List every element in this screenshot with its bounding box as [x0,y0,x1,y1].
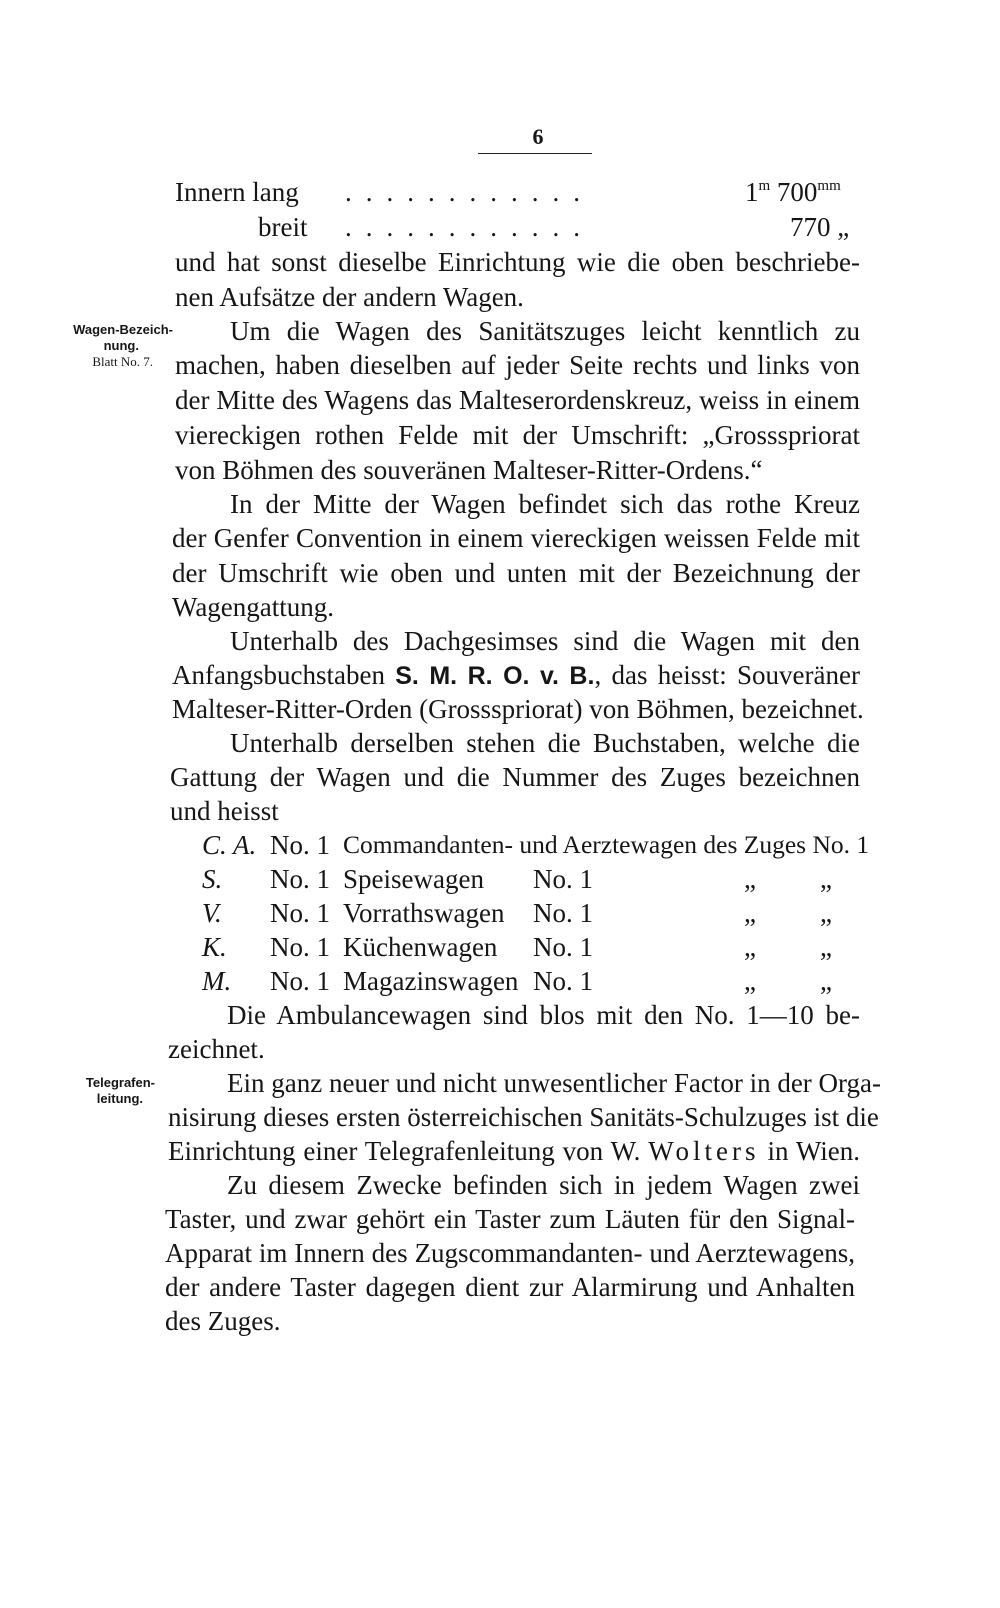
wagon-zug-no: No. 1 [533,966,593,996]
p7-line-2: nisirung dieses ersten österreichischen Sanitäts-Schulzuges ist die [168,1102,879,1132]
wagon-name: Magazinswagen [343,966,519,996]
wagon-no: No. 1 [270,898,330,928]
innern-lang-value: 1$^m$ $700^{mm}$ [745,177,841,207]
p2-line-3: der Mitte des Wagens das Malteserordenskreuz, weiss in einem [175,385,860,415]
innern-lang-dots: ............ [345,177,594,207]
p6-line-2: zeichnet. [168,1034,265,1064]
wagon-code: S. [202,864,223,894]
ditto-mark: „ [820,966,832,996]
p8-line-4: der andere Taster dagegen dient zur Alarmirung und Anhalten [165,1272,855,1302]
wagon-desc-ca: Commandanten- und Aerztewagen des Zuges No. 1 [343,830,870,859]
wagon-no: No. 1 [270,966,330,996]
p3-line-3: der Umschrift wie oben und unten mit der Bezeichnung der [172,558,860,588]
p3-line-4: Wagengattung. [172,592,335,622]
p1-line-1: und hat sonst dieselbe Einrichtung wie die oben beschriebe- [175,247,860,277]
wagon-code-ca: C. A. [202,830,257,860]
innern-lang-label: Innern lang [175,177,299,207]
ditto-mark: „ [744,898,756,928]
wagon-code: K. [202,932,227,962]
p5-line-3: und heisst [170,796,279,826]
p3-line-2: der Genfer Convention in einem viereckigen weissen Felde mit [172,523,860,553]
ditto-mark: „ [744,864,756,894]
ditto-mark: „ [744,966,756,996]
p7-line-1: Ein ganz neuer und nicht unwesentlicher Factor in der Orga- [227,1068,882,1098]
p4-line-2: Anfangsbuchstaben S. M. R. O. v. B., das heisst: Souveräner [172,660,860,690]
breit-value: 770 „ [790,212,850,242]
p3-line-1: In der Mitte der Wagen befindet sich das rothe Kreuz [230,489,860,519]
p8-line-5: des Zuges. [165,1306,281,1336]
p6-line-1: Die Ambulancewagen sind blos mit den No. 1—10 be- [227,1000,860,1030]
p5-line-1: Unterhalb derselben stehen die Buchstaben, welche die [230,728,860,758]
p8-line-1: Zu diesem Zwecke befinden sich in jedem Wagen zwei [227,1170,860,1200]
margin-note-line: Telegrafen- [85,1075,155,1090]
margin-note-line: leitung. [96,1091,143,1106]
page-number-rule [478,153,592,154]
wagon-zug-no: No. 1 [533,864,593,894]
p7-line-3: Einrichtung einer Telegrafenleitung von W. Wolters in Wien. [168,1136,860,1166]
wagon-zug-no: No. 1 [533,932,593,962]
wagon-no: No. 1 [270,864,330,894]
p1-line-2: nen Aufsätze der andern Wagen. [175,282,524,312]
breit-label: breit [258,212,308,242]
wagon-name: Vorrathswagen [343,898,505,928]
p8-line-3: Apparat im Innern des Zugscommandanten- und Aerztewagens, [165,1238,855,1268]
margin-note-blatt: Blatt No. 7. [92,354,153,369]
ditto-mark: „ [744,932,756,962]
p2-line-1: Um die Wagen des Sanitätszuges leicht kenntlich zu [230,316,860,346]
p2-line-5: von Böhmen des souveränen Malteser-Ritter-Ordens.“ [175,455,763,485]
wagon-code: M. [202,966,232,996]
p4-line-1: Unterhalb des Dachgesimses sind die Wagen mit den [230,626,860,656]
p8-line-2: Taster, und zwar gehört ein Taster zum Läuten für den Signal- [165,1204,855,1234]
ditto-mark: „ [820,864,832,894]
margin-note-line: Wagen-Bezeich- [73,322,173,337]
p2-line-4: viereckigen rothen Felde mit der Umschrift: „Grossspriorat [175,420,860,450]
p5-line-2: Gattung der Wagen und die Nummer des Zuges bezeichnen [170,762,860,792]
margin-note-line: nung. [103,338,139,353]
wagon-name: Speisewagen [343,864,484,894]
breit-dots: ............ [345,212,594,242]
wagon-zug-no: No. 1 [533,898,593,928]
p2-line-2: machen, haben dieselben auf jeder Seite rechts und links von [175,350,860,380]
page-number: 6 [532,124,544,149]
wagon-code: V. [202,898,222,928]
wagon-no: No. 1 [270,932,330,962]
ditto-mark: „ [820,898,832,928]
margin-note-wagen-bezeichnung [55,322,173,370]
ditto-mark: „ [820,932,832,962]
margin-note-telegrafenleitung [55,1075,155,1107]
wagon-name: Küchenwagen [343,932,498,962]
wagon-no-ca: No. 1 [270,830,330,860]
p4-line-3: Malteser-Ritter-Orden (Grossspriorat) von Böhmen, bezeichnet. [172,694,864,724]
